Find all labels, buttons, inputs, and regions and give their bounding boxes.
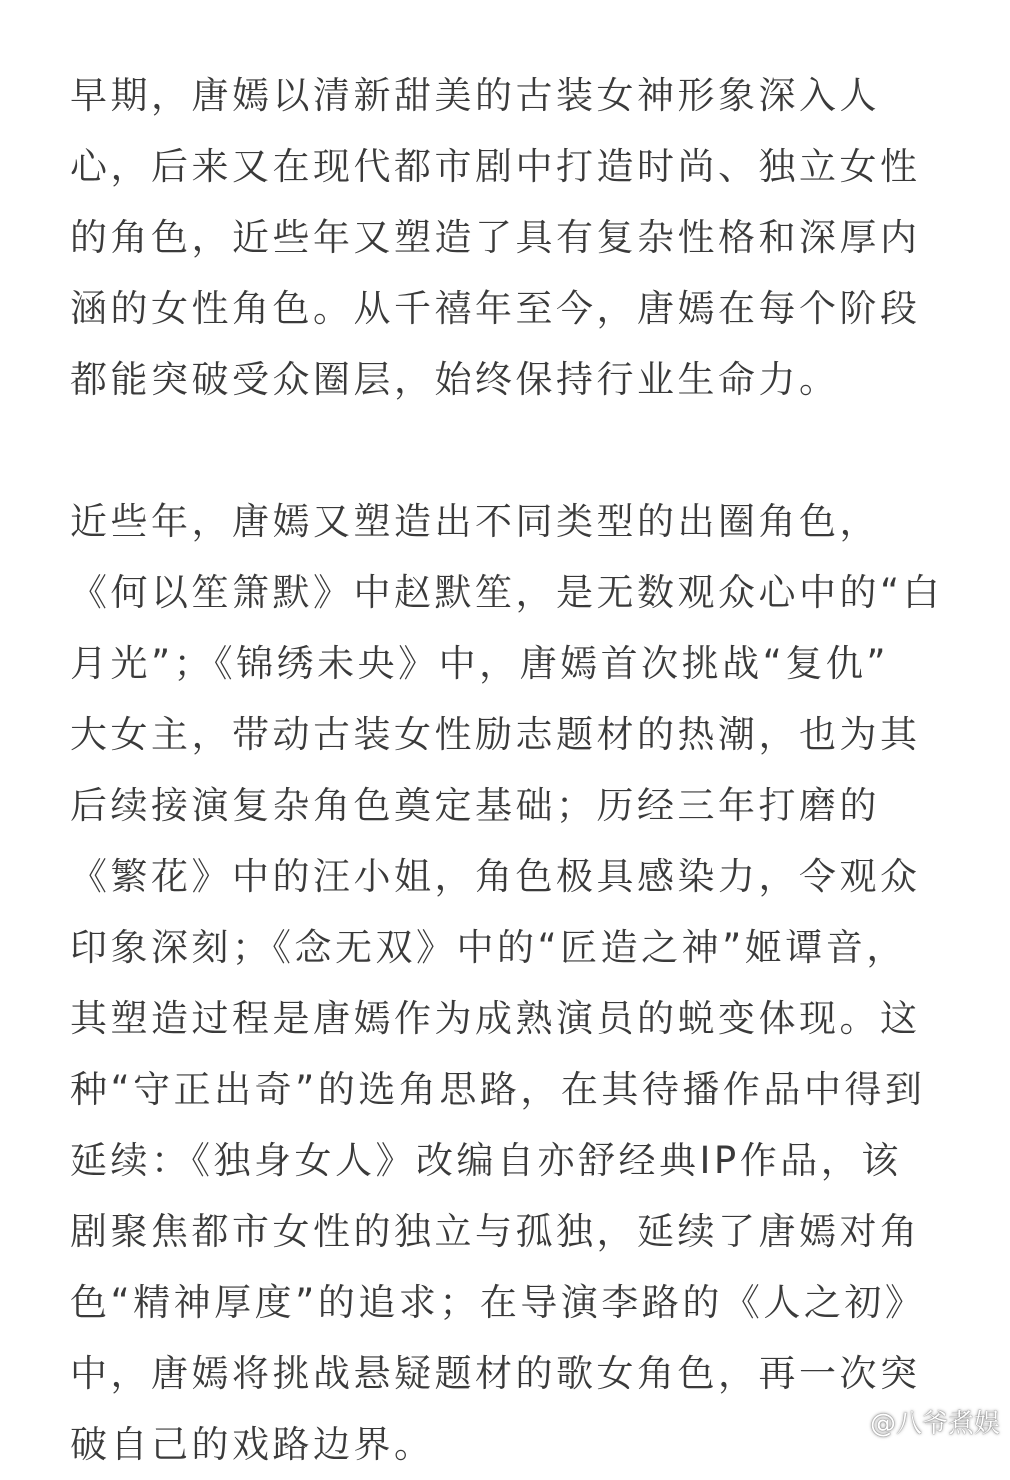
text-line: 破自己的戏路边界。 <box>70 1423 435 1466</box>
text-line: 月光”；《锦绣未央》中，唐嫣首次挑战“复仇” <box>70 642 890 685</box>
text-line: 剧聚焦都市女性的独立与孤独，延续了唐嫣对角 <box>70 1210 921 1253</box>
text-line: 延续：《独身女人》改编自亦舒经典IP作品，该 <box>70 1139 902 1182</box>
paragraph-2 <box>70 486 944 1480</box>
text-line: 后续接演复杂角色奠定基础；历经三年打磨的 <box>70 784 880 827</box>
paragraph-1 <box>70 60 940 415</box>
weibo-watermark <box>824 1403 1000 1440</box>
text-line: 色“精神厚度”的追求；在导演李路的《人之初》 <box>70 1281 926 1324</box>
article-body <box>70 60 944 1480</box>
text-line: 心，后来又在现代都市剧中打造时尚、独立女性 <box>70 145 921 188</box>
watermark-text: @八爷煮娱 <box>869 1409 1000 1439</box>
text-line: 早期，唐嫣以清新甜美的古装女神形象深入人 <box>70 74 880 117</box>
text-line: 种“守正出奇”的选角思路，在其待播作品中得到 <box>70 1068 926 1111</box>
text-line: 《何以笙箫默》中赵默笙，是无数观众心中的“白 <box>70 571 944 614</box>
text-line: 大女主，带动古装女性励志题材的热潮，也为其 <box>70 713 921 756</box>
text-line: 其塑造过程是唐嫣作为成熟演员的蜕变体现。这 <box>70 997 921 1040</box>
text-line: 都能突破受众圈层，始终保持行业生命力。 <box>70 358 840 401</box>
text-line: 中，唐嫣将挑战悬疑题材的歌女角色，再一次突 <box>70 1352 921 1395</box>
weibo-icon <box>824 1406 864 1438</box>
text-line: 印象深刻；《念无双》中的“匠造之神”姬谭音， <box>70 926 907 969</box>
text-line: 《繁花》中的汪小姐，角色极具感染力，令观众 <box>70 855 921 898</box>
text-line: 近些年，唐嫣又塑造出不同类型的出圈角色， <box>70 500 880 543</box>
paragraph-gap <box>70 415 940 486</box>
text-line: 的角色，近些年又塑造了具有复杂性格和深厚内 <box>70 216 921 259</box>
text-line: 涵的女性角色。从千禧年至今，唐嫣在每个阶段 <box>70 287 921 330</box>
